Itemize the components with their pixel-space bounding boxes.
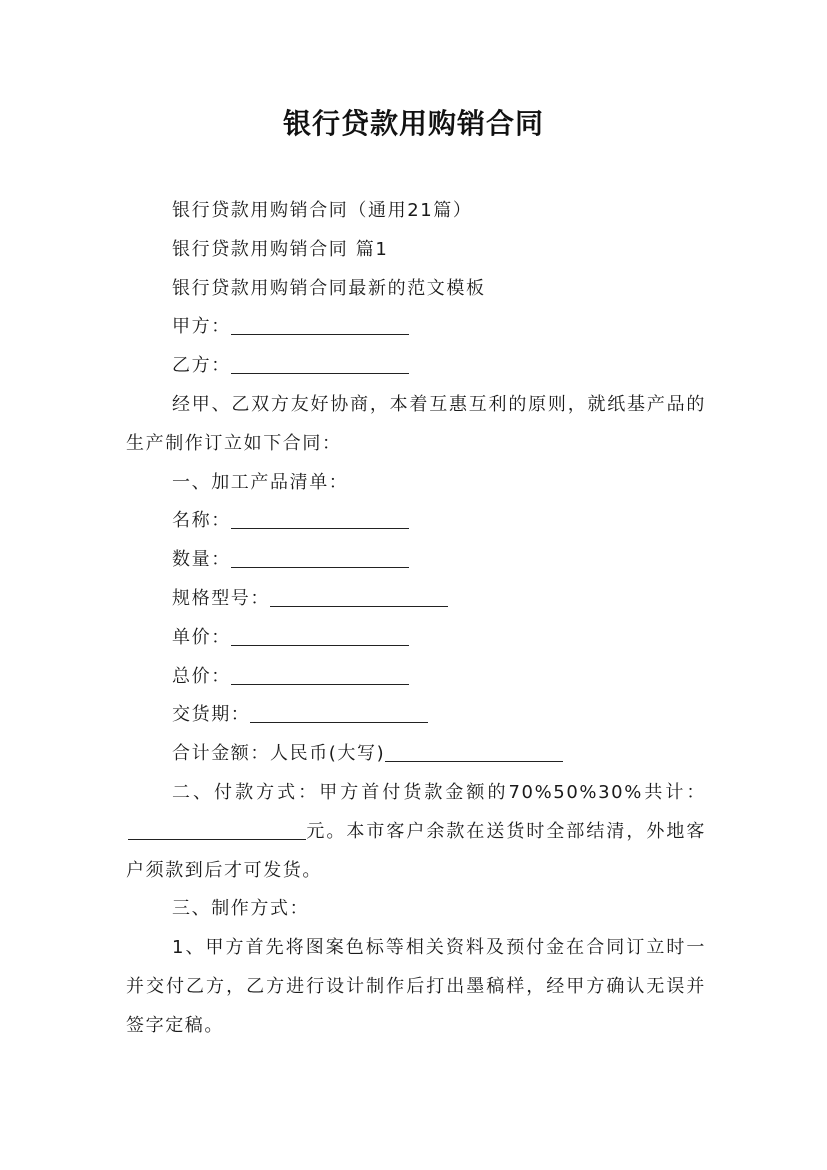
payment-method-text: 二、付款方式：甲方首付货款金额的70%50%30%共计： [172, 781, 706, 803]
total-price-blank [231, 664, 409, 685]
quantity-label: 数量： [172, 549, 231, 571]
paragraph-product-list-heading: 一、加工产品清单： [172, 471, 349, 493]
paragraph-production-heading: 三、制作方式： [172, 898, 310, 920]
document-title: 银行贷款用购销合同 [282, 107, 544, 140]
party-b-blank [231, 353, 409, 374]
payment-method-paragraph [126, 774, 706, 890]
quantity-blank [231, 547, 409, 568]
quantity-line [126, 541, 706, 580]
product-name-blank [231, 508, 409, 529]
delivery-date-line [126, 696, 706, 735]
party-a-label: 甲方： [172, 316, 231, 338]
spec-model-label: 规格型号： [172, 587, 270, 609]
product-name-label: 名称： [172, 510, 231, 532]
total-amount-label: 合计金额：人民币(大写) [172, 743, 386, 765]
total-price-line [126, 658, 706, 697]
party-a-blank [231, 314, 409, 335]
delivery-date-blank [250, 702, 428, 723]
unit-price-line [126, 619, 706, 658]
document-body [126, 192, 706, 1046]
unit-price-blank [231, 625, 409, 646]
total-amount-line [126, 735, 706, 774]
paragraph-collection-title: 银行贷款用购销合同（通用21篇） [172, 200, 473, 221]
payment-amount-blank [128, 819, 306, 840]
product-name-line [126, 502, 706, 541]
paragraph-template-title: 银行贷款用购销合同最新的范文模板 [172, 277, 486, 299]
total-price-label: 总价： [172, 665, 231, 687]
spec-model-blank [270, 586, 448, 607]
paragraph-agreement-intro: 经甲、乙双方友好协商，本着互惠互利的原则，就纸基产品的生产制作订立如下合同： [126, 393, 706, 454]
paragraph-section-heading: 银行贷款用购销合同 篇1 [172, 238, 389, 260]
unit-price-label: 单价： [172, 626, 231, 648]
spec-model-line [126, 580, 706, 619]
party-a-line [126, 308, 706, 347]
paragraph-production-step-1: 1、甲方首先将图案色标等相关资料及预付金在合同订立时一并交付乙方，乙方进行设计制作后打出墨稿样，经甲方确认无误并签字定稿。 [126, 937, 706, 1036]
payment-method-text-continued: 元。本市客户余款在送货时全部结清，外地客户须款到后才可发货。 [126, 820, 706, 881]
party-b-label: 乙方： [172, 355, 231, 377]
delivery-date-label: 交货期： [172, 704, 251, 726]
total-amount-blank [385, 741, 563, 762]
party-b-line [126, 347, 706, 386]
